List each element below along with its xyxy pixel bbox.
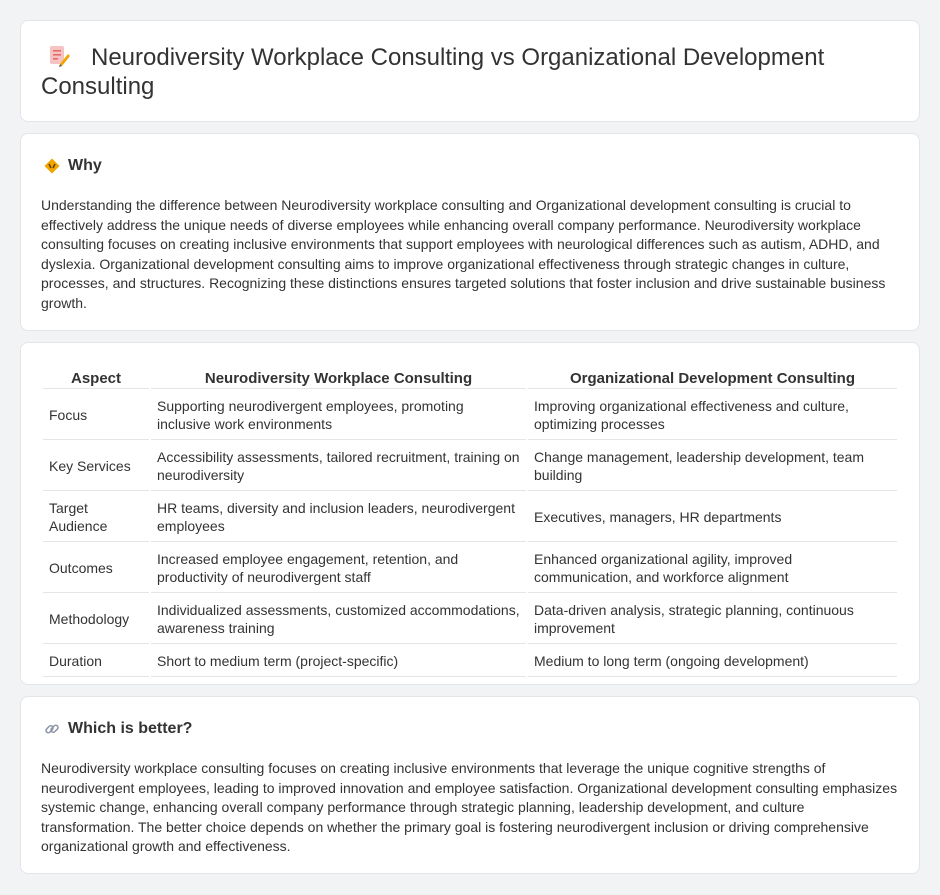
road-sign-icon	[44, 158, 60, 174]
header-aspect: Aspect	[43, 365, 149, 389]
page-title	[41, 43, 899, 101]
row-neurodiversity: Supporting neurodivergent employees, promoting inclusive work environments	[151, 391, 526, 440]
table-header-row	[43, 365, 897, 389]
table-row	[43, 493, 897, 542]
table-row	[43, 442, 897, 491]
comparison-card	[20, 342, 920, 685]
row-neurodiversity: Accessibility assessments, tailored recruitment, training on neurodiversity	[151, 442, 526, 491]
row-org-development: Executives, managers, HR departments	[528, 493, 897, 542]
row-org-development: Data-driven analysis, strategic planning, continuous improvement	[528, 595, 897, 644]
table-row	[43, 544, 897, 593]
row-org-development: Enhanced organizational agility, improved communication, and workforce alignment	[528, 544, 897, 593]
comparison-table	[41, 363, 899, 679]
row-aspect: Focus	[43, 391, 149, 440]
row-neurodiversity: HR teams, diversity and inclusion leaders, neurodivergent employees	[151, 493, 526, 542]
row-aspect: Outcomes	[43, 544, 149, 593]
row-org-development: Change management, leadership development, team building	[528, 442, 897, 491]
better-section	[20, 696, 920, 874]
better-paragraph: Neurodiversity workplace consulting focuses on creating inclusive environments that leverage the unique cognitive strengths of neurodivergent employees, leading to improved innovation and employee satisfaction. Organizational development consulting emphasizes systemic change, enhancing overall company performance through strategic planning, leadership development, and culture transformation. The better choice depends on whether the primary goal is fostering neurodivergent inclusion or driving comprehensive organizational growth and effectiveness.	[41, 760, 898, 855]
better-heading	[41, 719, 899, 739]
table-row	[43, 391, 897, 440]
title-card	[20, 20, 920, 122]
row-aspect: Target Audience	[43, 493, 149, 542]
why-heading	[41, 156, 899, 176]
why-heading-text: Why	[68, 157, 102, 174]
row-org-development: Medium to long term (ongoing development)	[528, 646, 897, 677]
row-aspect: Duration	[43, 646, 149, 677]
row-neurodiversity: Individualized assessments, customized accommodations, awareness training	[151, 595, 526, 644]
header-neurodiversity: Neurodiversity Workplace Consulting	[151, 365, 526, 389]
row-aspect: Key Services	[43, 442, 149, 491]
row-neurodiversity: Short to medium term (project-specific)	[151, 646, 526, 677]
header-org-development: Organizational Development Consulting	[528, 365, 897, 389]
row-aspect: Methodology	[43, 595, 149, 644]
table-row	[43, 595, 897, 644]
link-icon	[44, 721, 60, 737]
document-icon	[45, 44, 71, 68]
row-neurodiversity: Increased employee engagement, retention, and productivity of neurodivergent staff	[151, 544, 526, 593]
why-paragraph: Understanding the difference between Neurodiversity workplace consulting and Organizational development consulting is crucial to effectively address the unique needs of diverse employees while enhancing overall company performance. Neurodiversity workplace consulting focuses on creating inclusive environments that support employees with neurological differences such as autism, ADHD, and dyslexia. Organizational development consulting aims to improve organizational effectiveness through strategic changes in culture, processes, and structures. Recognizing these distinctions ensures targeted solutions that foster inclusion and drive sustainable business growth.	[41, 197, 886, 311]
table-row	[43, 646, 897, 677]
why-section	[20, 133, 920, 331]
row-org-development: Improving organizational effectiveness and culture, optimizing processes	[528, 391, 897, 440]
better-heading-text: Which is better?	[68, 720, 193, 737]
page-title-text: Neurodiversity Workplace Consulting vs Organizational Development Consulting	[41, 44, 825, 100]
